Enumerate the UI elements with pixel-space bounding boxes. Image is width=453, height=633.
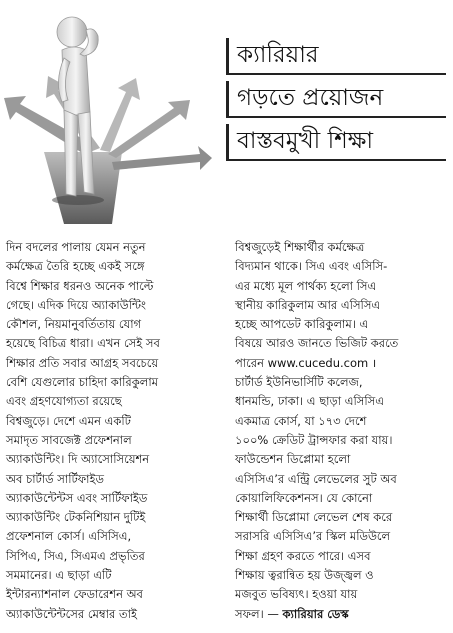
headline-line-1: ক্যারিয়ার	[226, 38, 446, 75]
article-column-right	[235, 238, 449, 624]
diverging-arrows-road	[4, 76, 212, 224]
author-byline: ক্যারিয়ার ডেস্ক	[282, 606, 349, 621]
text-line: শিক্ষার্থী ডিপ্লোমা লেভেল শেষ করে	[235, 510, 393, 525]
text-line: বেশি যেগুলোর চাহিদা কারিকুলাম	[6, 375, 159, 390]
text-line: সিপিএ, সিএ, সিএমএ প্রভৃতির	[6, 548, 145, 563]
text-line: অব চার্টার্ড সার্টিফাইড	[6, 471, 104, 486]
text-line: মজবুত ভবিষ্যৎ। হওয়া যায়	[235, 587, 358, 602]
text-line: বিশ্বে শিক্ষার ধরনও অনেক পাল্টে	[6, 278, 154, 293]
article-column-left	[6, 238, 222, 624]
text-line: অ্যাকাউন্টেন্টস এবং সার্টিফাইড	[6, 490, 148, 505]
closing-text: সফল। —	[235, 606, 283, 621]
closing-line	[235, 605, 449, 624]
headline	[226, 38, 446, 167]
text-line: দিন বদলের পালায় যেমন নতুন	[6, 240, 146, 254]
text-line: হচ্ছে আপডেট কারিকুলাম। এ	[235, 317, 369, 332]
text-line: সমাদৃত সাবজেক্ট প্রফেশনাল	[6, 432, 132, 447]
text-line: অ্যাকাউন্টিং। দি অ্যাসোসিয়েশন	[6, 452, 150, 467]
text-line: শিক্ষা গ্রহণ করতে পারে। এসব	[235, 548, 371, 563]
text-line: এসিসিএ’র এন্ট্রি লেভেলের সুট অব	[235, 471, 397, 486]
text-line: স্থানীয় কারিকুলাম আর এসিসিএ	[235, 297, 381, 312]
text-line: অ্যাকাউন্টিং টেকনিশিয়ান দুটিই	[6, 510, 146, 525]
text-line: ইন্টারন্যাশনাল ফেডারেশন অব	[6, 587, 143, 602]
headline-line-2: গড়তে প্রয়োজন	[226, 81, 446, 118]
text-line: অ্যাকাউন্টেন্টসের মেম্বার তাই	[6, 606, 137, 621]
text-line: পারেন www.cucedu.com ।	[235, 355, 377, 370]
text-line: শিক্ষায় ত্বরান্বিত হয় উজ্জ্বল ও	[235, 568, 374, 583]
text-line: সরাসরি এসিসিএ’র স্কিল মডিউলে	[235, 529, 391, 544]
text-line: কোয়ালিফিকেশনস। যে কোনো	[235, 490, 373, 505]
career-choice-illustration	[4, 2, 212, 224]
text-line: ধানমন্ডি, ঢাকা। এ ছাড়া এসিসিএ	[235, 394, 384, 409]
headline-line-3: বাস্তবমুখী শিক্ষা	[226, 124, 446, 161]
text-line: প্রফেশনাল কোর্স। এসিসিএ,	[6, 529, 132, 544]
text-line: শিক্ষার প্রতি সবার আগ্রহ সবচেয়ে	[6, 355, 159, 370]
text-line: একমাত্র কোর্স, যা ১৭৩ দেশে	[235, 413, 367, 428]
article-paragraph-right	[235, 238, 449, 624]
text-line: বিষয়ে আরও জানতে ভিজিট করতে	[235, 336, 399, 351]
text-line: বিশ্বজুড়েই শিক্ষার্থীর কর্মক্ষেত্র	[235, 240, 365, 254]
text-line: কর্মক্ষেত্র তৈরি হচ্ছে একই সঙ্গে	[6, 259, 145, 274]
article-paragraph-left	[6, 238, 222, 624]
text-line: ফাউন্ডেশন ডিপ্লোমা হলো	[235, 452, 351, 467]
text-line: কৌশল, নিয়মানুবর্তিতায় যোগ	[6, 317, 142, 332]
text-line: চার্টার্ড ইউনিভার্সিটি কলেজ,	[235, 375, 363, 390]
text-line: ১০০% ক্রেডিট ট্রান্সফার করা যায়।	[235, 432, 393, 447]
text-line: হয়েছে বিচিত্র ধারা। এখন সেই সব	[6, 336, 160, 351]
text-line: এবং গ্রহণযোগ্যতা রয়েছে	[6, 394, 122, 409]
text-line: বিশ্বজুড়ে। দেশে এমন একটি	[6, 413, 131, 428]
text-line: বিদ্যমান থাকে। সিএ এবং এসিসি-	[235, 259, 388, 274]
text-line: এর মধ্যে মূল পার্থক্য হলো সিএ	[235, 278, 377, 293]
text-line: সমমানের। এ ছাড়া এটি	[6, 568, 112, 583]
text-line: গেছে। এদিক দিয়ে অ্যাকাউন্টিং	[6, 297, 146, 312]
